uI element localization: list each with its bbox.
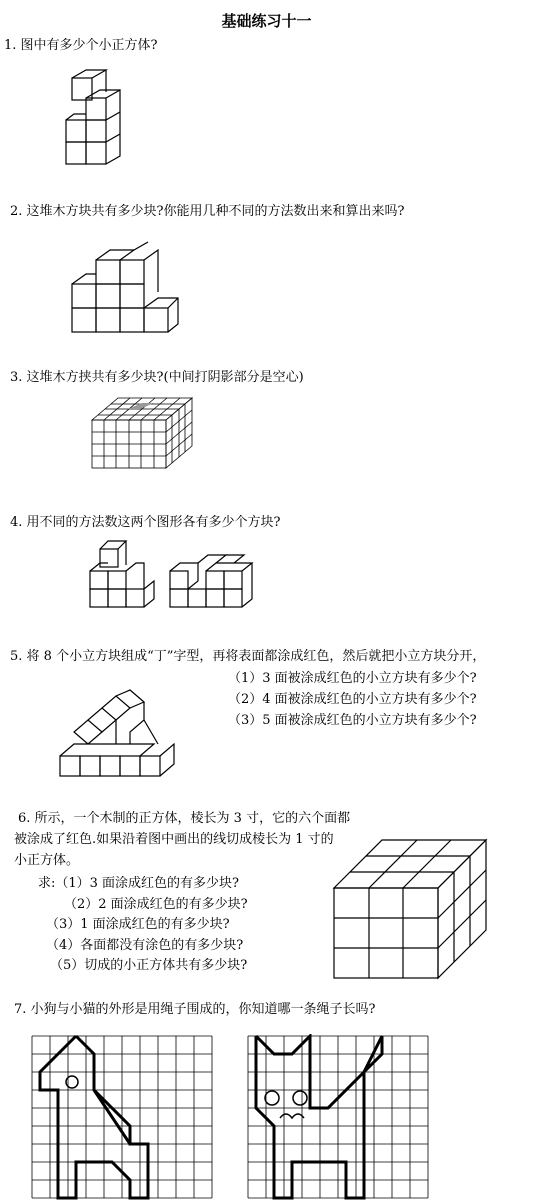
question-6-sub-4: （4）各面都没有涂色的有多少块? (46, 938, 244, 953)
figure-3-hollow-block (88, 392, 198, 472)
question-2: 2. 这堆木方块共有多少块?你能用几种不同的方法数出来和算出来吗? (10, 204, 405, 219)
question-5-sub-1: （1）3 面被涂成红色的小立方块有多少个? (228, 671, 477, 686)
question-6-sub-1: 求:（1）3 面涂成红色的有多少块? (38, 876, 240, 891)
question-7: 7. 小狗与小猫的外形是用绳子围成的，你知道哪一条绳子长吗? (14, 1002, 376, 1017)
question-3: 3. 这堆木方挟共有多少块?(中间打阴影部分是空心) (10, 370, 304, 385)
figure-4-two-shapes (86, 535, 256, 615)
figure-2-block-pile (68, 232, 188, 340)
figure-7-cat-grid (246, 1034, 436, 1200)
question-5: 5. 将 8 个小立方块组成“丁”字型，再将表面都涂成红色，然后就把小立方块分开， (10, 649, 486, 664)
dog-leg-diagonal (94, 1090, 130, 1144)
question-6-sub-5: （5）切成的小正方体共有多少块? (50, 958, 248, 973)
question-5-sub-2: （2）4 面被涂成红色的小立方块有多少个? (228, 692, 477, 707)
question-5-sub-3: （3）5 面被涂成红色的小立方块有多少个? (228, 713, 477, 728)
dog-rope (40, 1036, 148, 1198)
figure-6-3x3-cube (330, 832, 490, 982)
question-6-line-1: 6. 所示，一个木制的正方体，棱长为 3 寸，它的六个面都 (18, 811, 351, 826)
figure-7-dog-grid (30, 1034, 220, 1200)
figure-1-cube-stack (62, 62, 132, 172)
question-6-sub-3: （3）1 面涂成红色的有多少块? (46, 917, 230, 932)
figure-5-t-shape (52, 686, 182, 796)
question-4: 4. 用不同的方法数这两个图形各有多少个方块? (10, 515, 281, 530)
question-1: 1. 图中有多少个小正方体? (4, 38, 158, 53)
question-6-sub-2: （2）2 面涂成红色的有多少块? (64, 897, 248, 912)
question-6-line-3: 小正方体。 (14, 853, 80, 868)
question-6-line-2: 被涂成了红色.如果沿着图中画出的线切成棱长为 1 寸的 (14, 832, 334, 847)
cat-rope (256, 1036, 382, 1198)
page-title: 基础练习十一 (221, 12, 312, 30)
